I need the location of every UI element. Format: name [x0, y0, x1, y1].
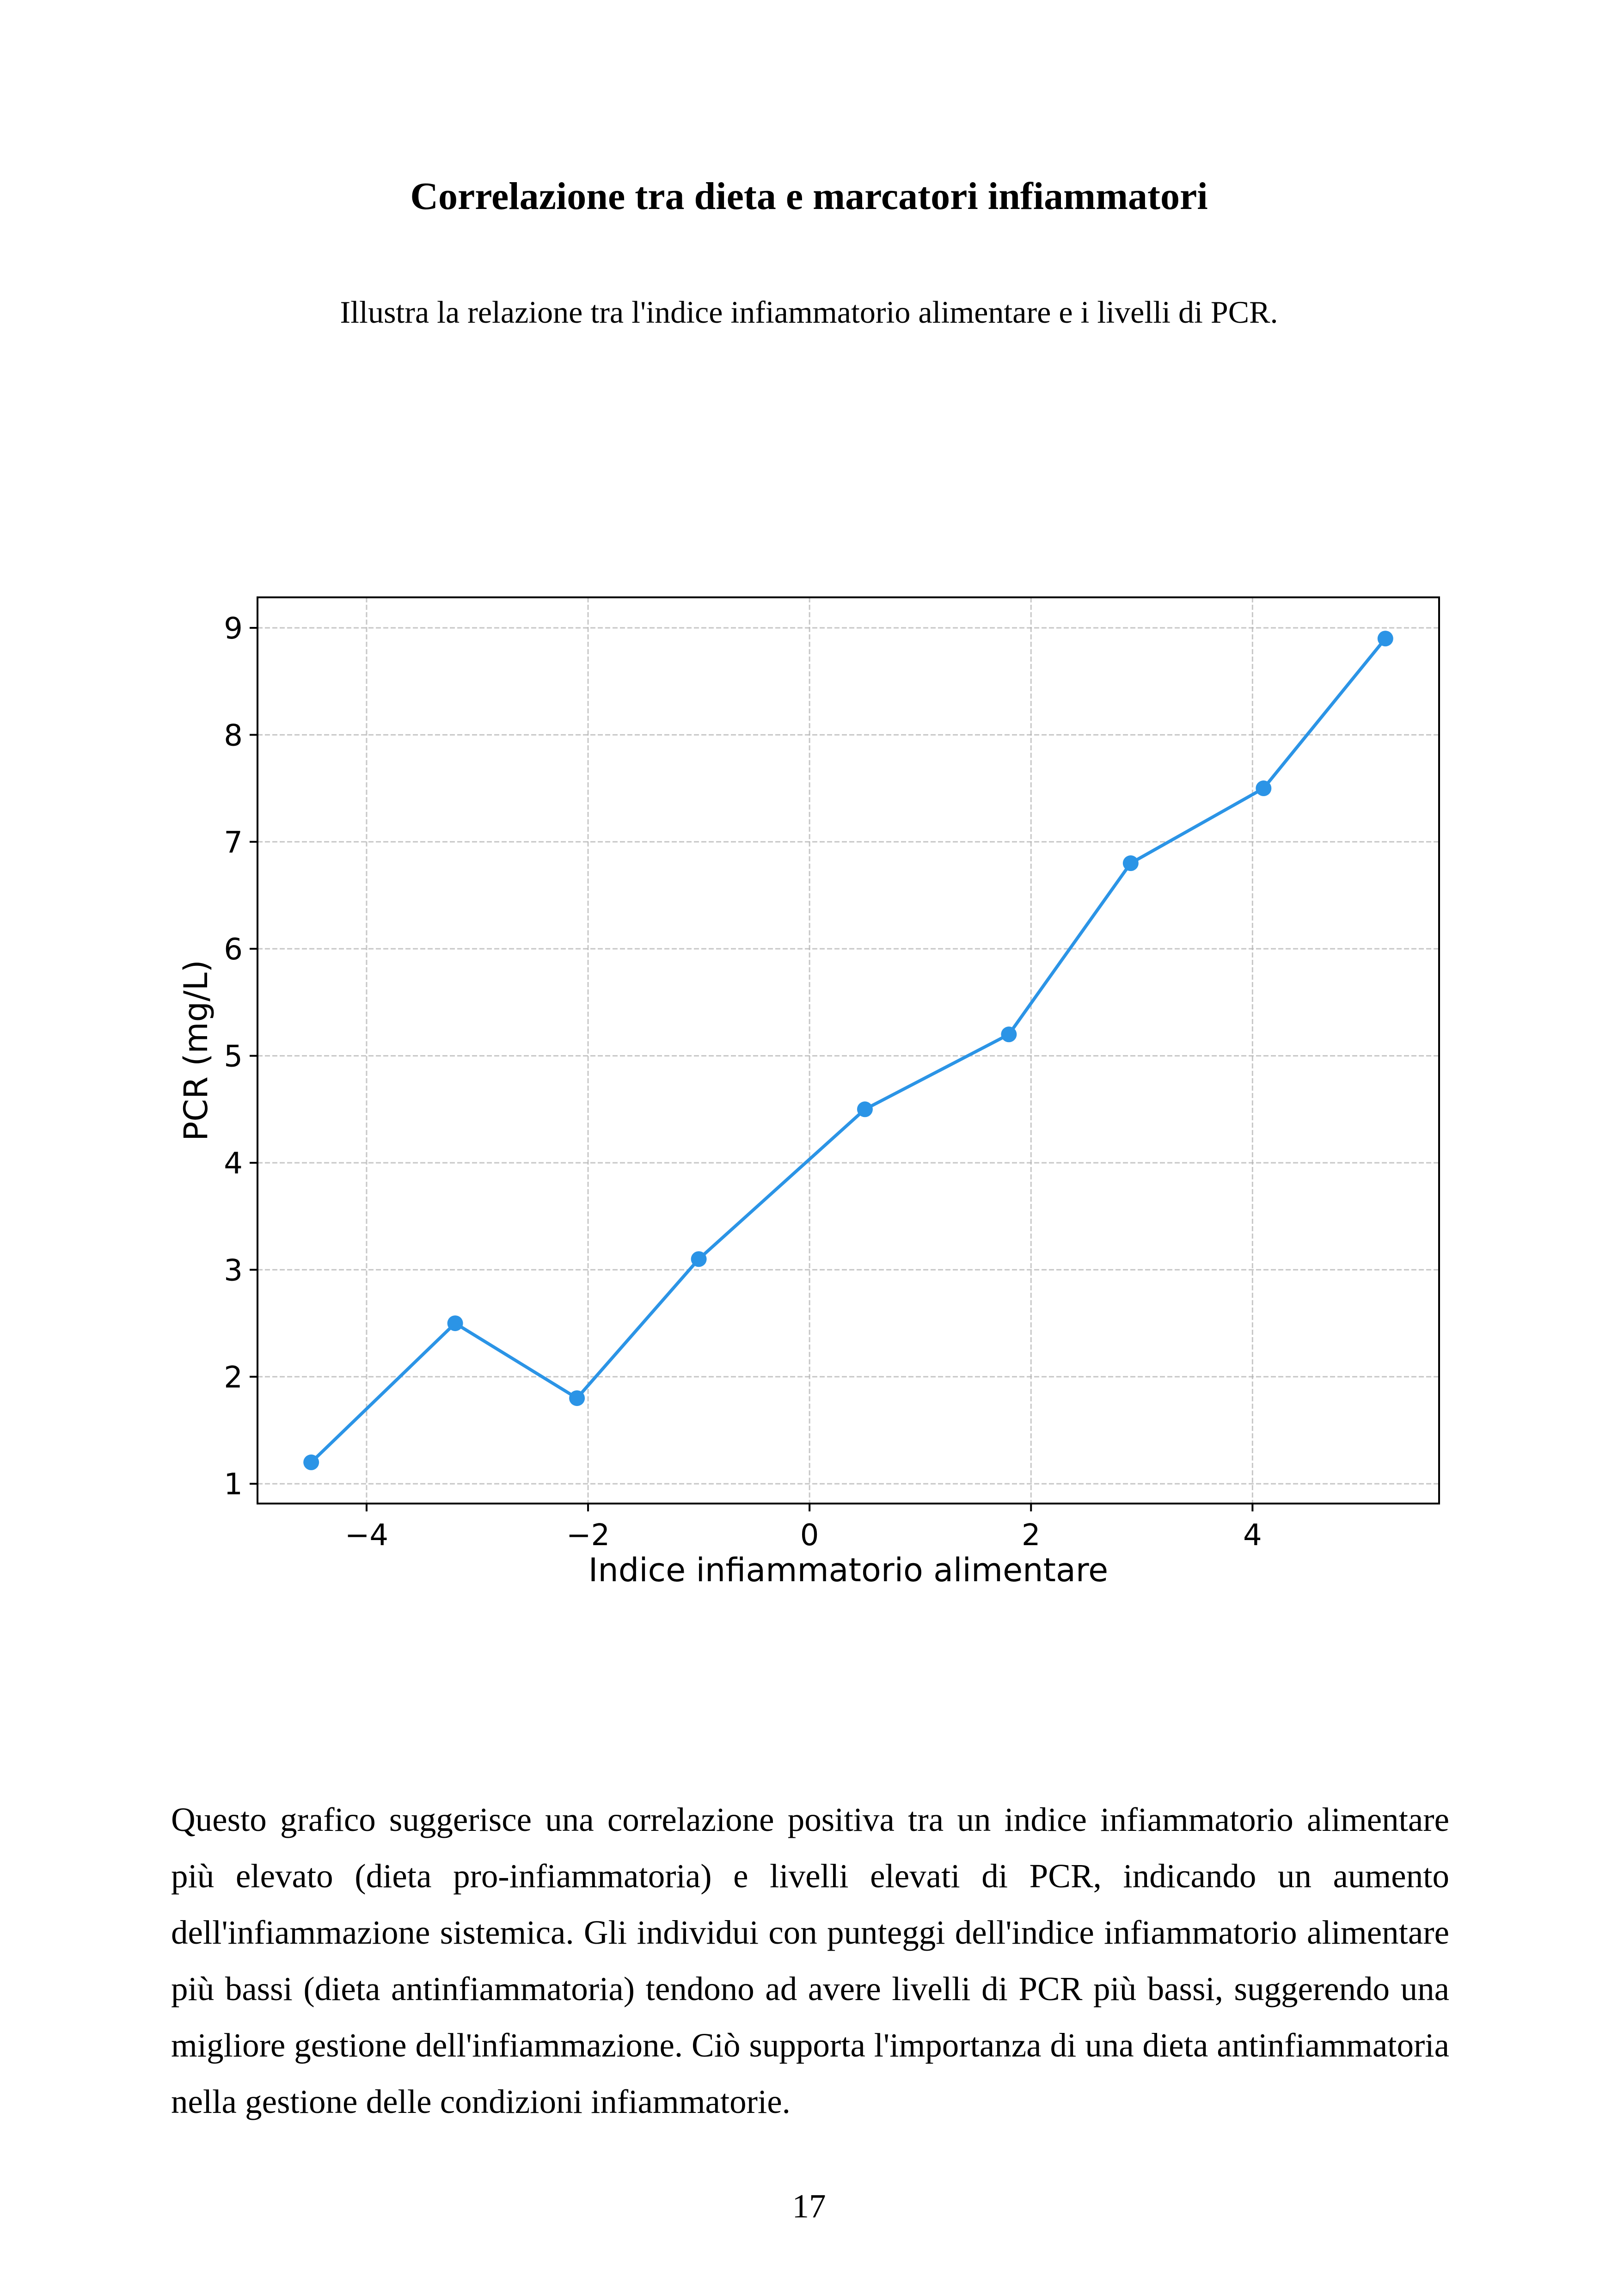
data-point [1378, 631, 1393, 646]
y-tick-label: 1 [224, 1467, 243, 1502]
page-title: Correlazione tra dieta e marcatori infiammatori [410, 175, 1208, 218]
grid-layer [257, 597, 1439, 1504]
data-point [691, 1251, 707, 1267]
x-tick-label: 2 [1021, 1518, 1041, 1553]
y-tick-label: 2 [224, 1360, 243, 1395]
data-point [1256, 780, 1271, 796]
y-tick-label: 8 [224, 718, 243, 753]
page-subtitle: Illustra la relazione tra l'indice infiammatorio alimentare e i livelli di PCR. [340, 295, 1278, 330]
x-axis-label: Indice infiammatorio alimentare [588, 1551, 1109, 1589]
x-tick-label: −2 [566, 1518, 610, 1553]
y-tick-label: 7 [224, 825, 243, 860]
x-tick-label: 4 [1243, 1518, 1262, 1553]
y-tick-label: 9 [224, 611, 243, 646]
plot-frame [257, 597, 1439, 1504]
y-tick-label: 3 [224, 1253, 243, 1288]
x-tick-label: 0 [800, 1518, 819, 1553]
y-axis-label: PCR (mg/L) [177, 960, 215, 1141]
data-point [857, 1101, 873, 1117]
data-point [447, 1315, 463, 1331]
series-layer [303, 631, 1393, 1470]
y-tick-label: 5 [224, 1039, 243, 1074]
data-point [1001, 1026, 1017, 1042]
series-line [311, 638, 1385, 1462]
data-point [303, 1455, 319, 1470]
page-number: 17 [792, 2187, 826, 2225]
data-point [1123, 855, 1139, 871]
y-tick-label: 6 [224, 933, 243, 967]
y-tick-label: 4 [224, 1146, 243, 1181]
body-paragraph: Questo grafico suggerisce una correlazione positiva tra un indice infiammatorio alimentare più elevato (dieta pro-infiammatoria) e livelli elevati di PCR, indicando un aumento dell'infiammazione sistemica. Gli individui con punteggi dell'indice infiammatorio alimentare più bassi (dieta antinfiammatoria) tendono ad avere livelli di PCR più bassi, suggerendo una migliore gestione dell'infiammazione. Ciò supporta l'importanza di una dieta antinfiammatoria nella gestione delle condizioni infiammatorie. [171, 1801, 1449, 2120]
data-point [569, 1390, 585, 1406]
x-tick-label: −4 [344, 1518, 389, 1553]
tick-layer [224, 612, 1262, 1553]
